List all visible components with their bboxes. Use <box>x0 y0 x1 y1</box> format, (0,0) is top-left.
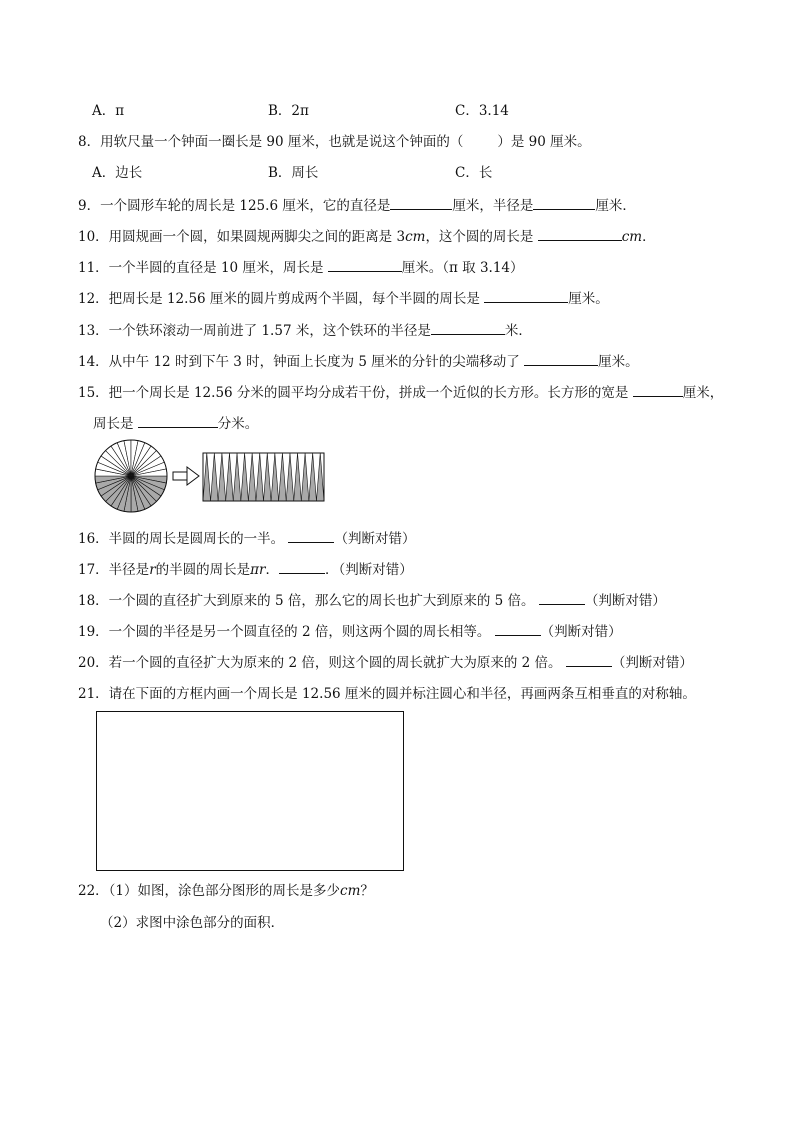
shaded-strip <box>286 453 294 501</box>
shaded-strip <box>241 453 249 501</box>
question-8: 8．用软尺量一个钟面一圈长是 90 厘米，也就是说这个钟面的（ ）是 90 厘米。 <box>78 134 591 150</box>
shaded-strip <box>203 453 211 501</box>
circle-to-rectangle-figure <box>92 438 328 514</box>
shaded-strip <box>226 453 234 501</box>
answer-blank[interactable] <box>533 196 595 210</box>
answer-blank[interactable] <box>566 653 612 667</box>
answer-blank[interactable] <box>633 383 683 397</box>
q8-option-a: A．边长 <box>92 165 143 181</box>
question-22-part2: （2）求图中涂色部分的面积． <box>100 915 285 931</box>
answer-blank[interactable] <box>328 258 402 272</box>
answer-blank[interactable] <box>524 352 598 366</box>
question-9: 9．一个圆形车轮的周长是 125.6 厘米，它的直径是 厘米，半径是 厘米． <box>78 198 636 214</box>
question-17: 17．半径是r的半圆的周长是πr． ．（判断对错） <box>78 562 413 578</box>
question-12: 12．把周长是 12.56 厘米的圆片剪成两个半圆，每个半圆的周长是 厘米。 <box>78 291 609 307</box>
answer-blank[interactable] <box>539 591 585 605</box>
q8-option-c: C．长 <box>455 165 493 181</box>
shaded-strip <box>279 453 287 501</box>
shaded-strip <box>248 453 256 501</box>
question-14: 14．从中午 12 时到下午 3 时，钟面上长度为 5 厘米的分针的尖端移动了 厘米。 <box>78 354 639 370</box>
question-13: 13．一个铁环滚动一周前进了 1.57 米，这个铁环的半径是 米． <box>78 323 532 339</box>
question-22: 22．（1）如图，涂色部分图形的周长是多少cm？ <box>78 883 374 899</box>
shaded-strip <box>294 453 302 501</box>
answer-blank[interactable] <box>538 227 622 241</box>
shaded-strip <box>211 453 219 501</box>
question-20: 20．若一个圆的直径扩大为原来的 2 倍，则这个圆的周长就扩大为原来的 2 倍。 （判断对错） <box>78 655 693 671</box>
shaded-strip <box>218 453 226 501</box>
answer-blank[interactable] <box>484 289 568 303</box>
shaded-strip <box>309 453 317 501</box>
shaded-strip <box>233 453 241 501</box>
shaded-strip <box>256 453 264 501</box>
answer-blank[interactable] <box>431 321 505 335</box>
rectangle-strips <box>203 453 324 501</box>
shaded-strip <box>301 453 309 501</box>
question-10: 10．用圆规画一个圆，如果圆规两脚尖之间的距离是 3cm，这个圆的周长是 cm． <box>78 229 656 245</box>
answer-blank[interactable] <box>279 560 325 574</box>
answer-blank[interactable] <box>288 529 334 543</box>
drawing-box[interactable] <box>96 711 404 871</box>
answer-blank[interactable] <box>390 196 452 210</box>
question-11: 11．一个半圆的直径是 10 厘米，周长是 厘米。（π 取 3.14） <box>78 260 524 276</box>
question-18: 18．一个圆的直径扩大到原来的 5 倍，那么它的周长也扩大到原来的 5 倍。 （判断对错） <box>78 593 666 609</box>
shaded-strip <box>316 453 324 501</box>
q7-option-b: B．2π <box>268 103 309 119</box>
question-16: 16．半圆的周长是圆周长的一半。 （判断对错） <box>78 531 416 547</box>
question-15: 15．把一个周长是 12.56 分米的圆平均分成若干份，拼成一个近似的长方形。长方形的宽是 厘米， <box>78 385 724 401</box>
question-15-line2: 周长是 分米。 <box>93 416 259 432</box>
shaded-strip <box>271 453 279 501</box>
answer-blank[interactable] <box>138 414 218 428</box>
shaded-strip <box>264 453 272 501</box>
q7-option-c: C．3.14 <box>455 103 509 119</box>
question-19: 19．一个圆的半径是另一个圆直径的 2 倍，则这两个圆的周长相等。 （判断对错） <box>78 624 622 640</box>
answer-blank[interactable] <box>495 622 541 636</box>
question-21: 21．请在下面的方框内画一个周长是 12.56 厘米的圆并标注圆心和半径，再画两条互相垂直的对称轴。 <box>78 686 696 702</box>
arrow-right-icon <box>173 467 199 485</box>
q7-option-a: A．π <box>92 103 125 119</box>
q8-option-b: B．周长 <box>268 165 319 181</box>
